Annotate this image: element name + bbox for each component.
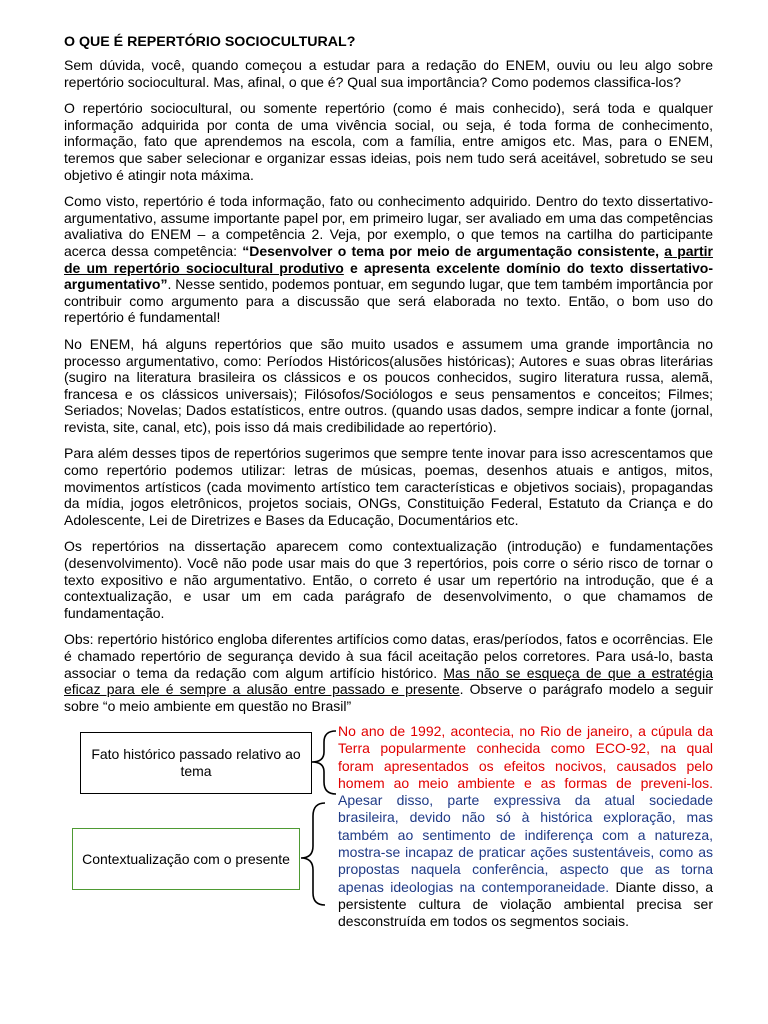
paragraph-intro: Sem dúvida, você, quando começou a estudar para a redação do ENEM, ouviu ou leu algo sobre repertório sociocultural. Mas, afinal, o que é? Qual sua importância? Como podemos classifica-los? bbox=[64, 57, 713, 90]
paragraph-innovate: Para além desses tipos de repertórios sugerimos que sempre tente inovar para isso acrescentamos que como repertório podemos utilizar: letras de músicas, poemas, desenhos atuais e antigos, mitos, movimentos artísticos (cada movimento artístico tem características e objetivos sociais), propagandas da mídia, jogos eletrônicos, projetos sociais, ONGs, Constituição Federal, Estatuto da Criança e do Adolescente, Lei de Diretrizes e Bases da Educação, Documentários etc. bbox=[64, 445, 713, 528]
observation-underlined: Mas não se esqueça de que a estratégia eficaz para ele é sempre a alusão entre passado e presente bbox=[64, 664, 713, 698]
observation-end: . Observe o parágrafo modelo a seguir sobre “o meio ambiente em questão no Brasil” bbox=[64, 681, 713, 714]
paragraph-usage: Os repertórios na dissertação aparecem como contextualização (introdução) e fundamentações (desenvolvimento). Você não pode usar mais do que 3 repertórios, pois corre o sério risco de tornar o texto expositivo e não argumentativo. Então, o correto é usar um repertório na introdução, que é a contextualização, e usar um em cada parágrafo de desenvolvimento, o que chamamos de fundamentação. bbox=[64, 538, 713, 621]
paragraph-types: No ENEM, há alguns repertórios que são muito usados e assumem uma grande importância no processo argumentativo, como: Períodos Históricos(alusões históricas); Autores e suas obras literárias (sugiro na literatura brasileira os clássicos e os poucos conhecidos, sugiro literatura russa, alemã, francesa e os clássicos universais); Filósofos/Sociólogos e seus pensamentos e conceitos; Filmes; Seriados; Novelas; Dados estatísticos, entre outros. (quando usas dados, sempre indicar a fonte (jornal, revista, site, canal, etc), pois isso dá mais credibilidade ao repertório). bbox=[64, 335, 713, 435]
brace-historic bbox=[312, 731, 336, 794]
model-historic-text: No ano de 1992, acontecia, no Rio de janeiro, a cúpula da Terra popularmente conhecida como ECO-92, na qual foram apresentados os efeitos nocivos, causados pelo homem ao meio ambiente e as formas de preveni-los. bbox=[338, 723, 713, 791]
competence-quote-start: “Desenvolver o tema por meio de argumentação consistente, bbox=[242, 242, 665, 259]
model-conclusion-text: Diante disso, a persistente cultura de violação ambiental precisa ser desconstruída em todos os segmentos sociais. bbox=[338, 878, 713, 930]
competence-rest-text: . Nesse sentido, podemos pontuar, em segundo lugar, que tem também importância por contribuir como argumento para a discussão que será elaborada no texto. Então, o bom uso do repertório é fundamental! bbox=[64, 276, 713, 326]
label-historic-fact: Fato histórico passado relativo ao tema bbox=[91, 746, 301, 779]
paragraph-definition: O repertório sociocultural, ou somente repertório (como é mais conhecido), será toda e qualquer informação adquirida por conta de uma vivência social, ou seja, é toda forma de conhecimento, informação, fato que aprendemos na escola, com a família, entre amigos etc. Mas, para o ENEM, teremos que saber selecionar e organizar essas ideias, pois nem tudo será aceitável, sobretudo se seu objetivo é atingir nota máxima. bbox=[64, 100, 713, 183]
model-present-text: Apesar disso, parte expressiva da atual sociedade brasileira, devido não só à histórica exploração, mas também ao sentimento de indiferença com a natureza, mostra-se incapaz de praticar ações sustentáveis, como as propostas naquela conferência, aspecto que as torna apenas ideologias na contemporaneidade. bbox=[338, 792, 713, 895]
model-paragraph bbox=[338, 723, 713, 931]
competence-quote-end: e apresenta excelente domínio do texto dissertativo-argumentativo” bbox=[64, 259, 713, 293]
page-title: O QUE É REPERTÓRIO SOCIOCULTURAL? bbox=[64, 34, 356, 50]
label-present-context: Contextualização com o presente bbox=[82, 850, 290, 867]
label-box-historic-fact bbox=[80, 732, 312, 794]
competence-quote-underlined: a partir de um repertório sociocultural produtivo bbox=[64, 242, 713, 276]
competence-intro-text: Como visto, repertório é toda informação, fato ou conhecimento adquirido. Dentro do texto dissertativo-argumentativo, assume importante papel por, em primeiro lugar, ser avaliado em uma das competências avaliativa do ENEM – a competência 2. Veja, por exemplo, o que temos na cartilha do participante acerca dessa competência: bbox=[64, 193, 713, 259]
label-box-present-context bbox=[72, 828, 300, 890]
observation-text: Obs: repertório histórico engloba diferentes artifícios como datas, eras/períodos, fatos e ocorrências. Ele é chamado repertório de segurança devido à sua fácil aceitação pelos corretores. Para usá-lo, basta associar o tema da redação com algum artifício histórico. bbox=[64, 631, 713, 681]
brace-present bbox=[301, 803, 325, 905]
